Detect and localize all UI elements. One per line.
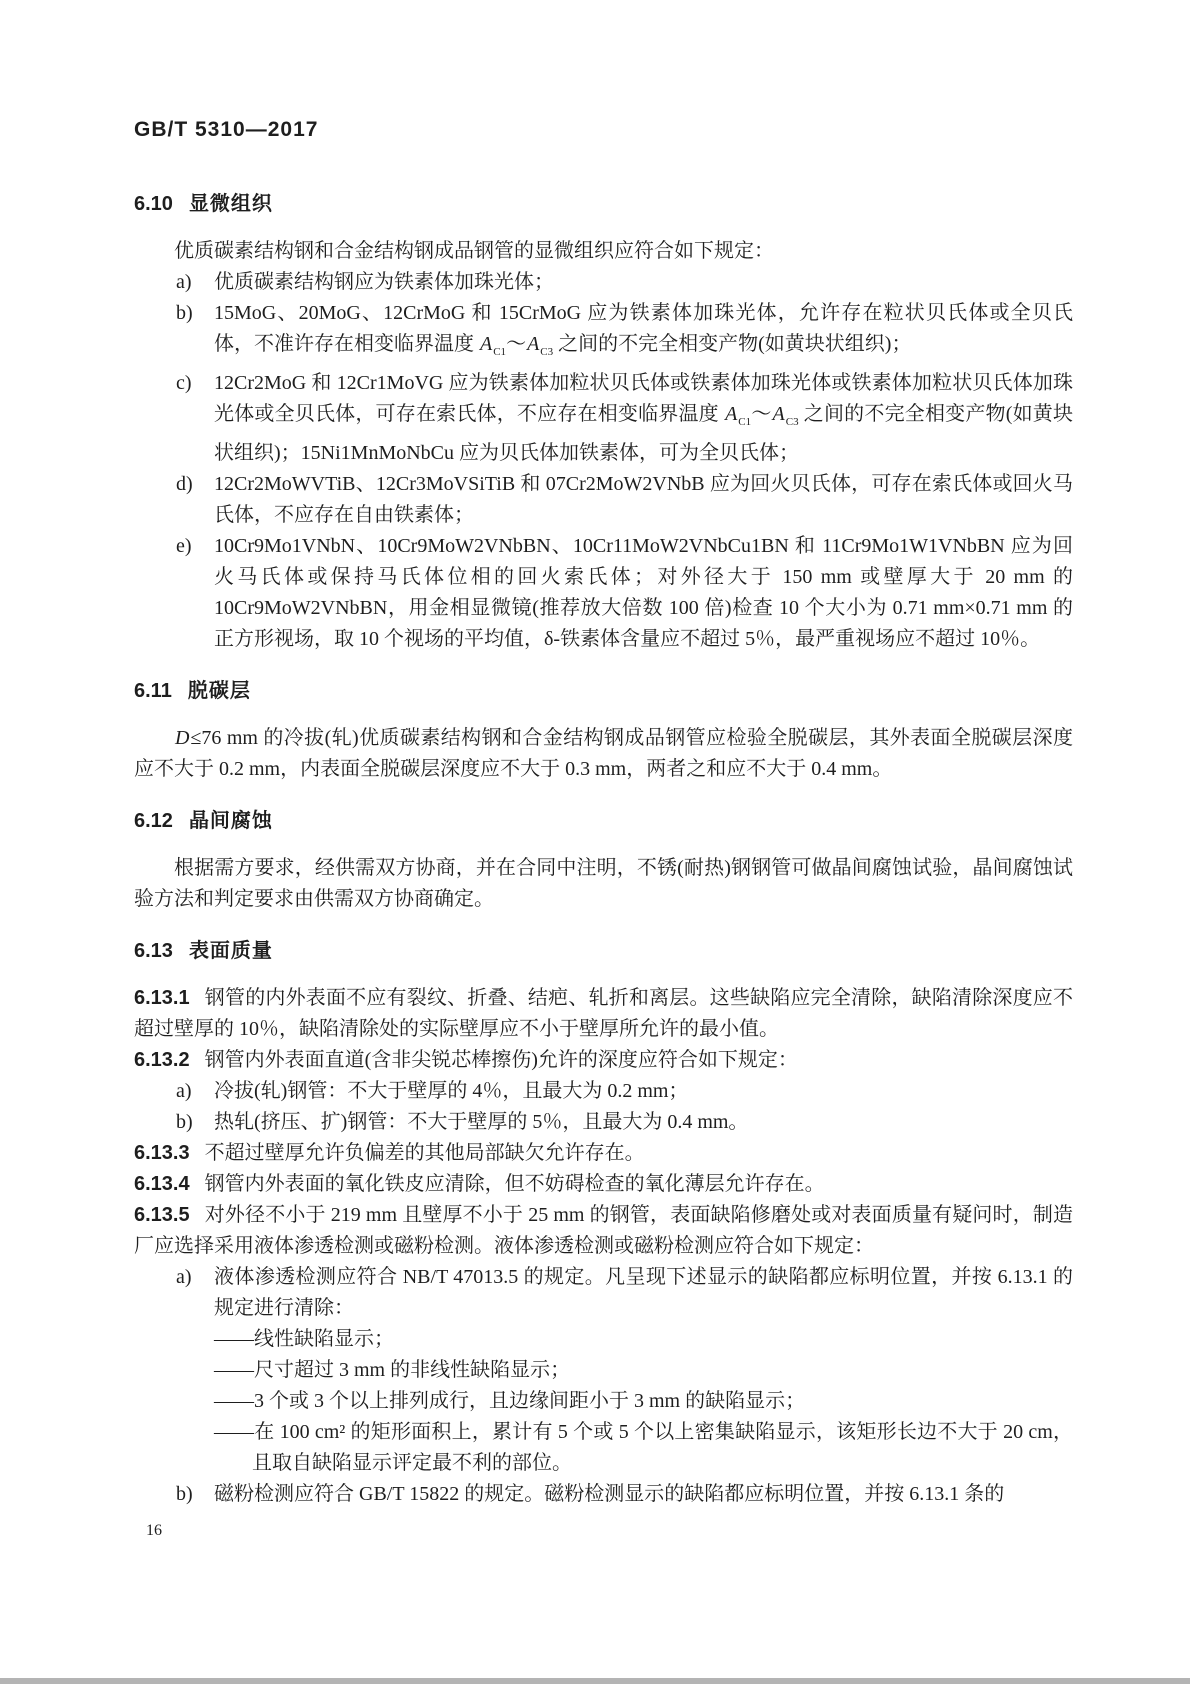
list-item-a bbox=[134, 267, 1073, 298]
section-6-11 bbox=[134, 677, 1073, 785]
section-6-11-heading bbox=[134, 677, 1073, 705]
section-6-12 bbox=[134, 807, 1073, 915]
text-segment: ≤76 mm 的冷拔(轧)优质碳素结构钢和合金结构钢成品钢管应检验全脱碳层，其外表面全脱碳层深度应不大于 0.2 mm，内表面全脱碳层深度应不大于 0.3 mm，两者之和应不大于 0.4 mm。 bbox=[134, 727, 1073, 780]
section-6-13 bbox=[134, 937, 1073, 1510]
item-text: 磁粉检测应符合 GB/T 15822 的规定。磁粉检测显示的缺陷都应标明位置，并按 6.13.1 条的 bbox=[214, 1483, 1005, 1505]
section-title: 表面质量 bbox=[188, 940, 273, 962]
list-item-e bbox=[134, 531, 1073, 655]
section-number: 6.11 bbox=[134, 680, 172, 702]
symbol-D: D bbox=[175, 727, 190, 749]
item-text: 优质碳素结构钢应为铁素体加珠光体； bbox=[214, 271, 554, 293]
text-segment: 之间的不完全相变产物(如黄块状组织)；15Ni1MnMoNbCu 应为贝氏体加铁素体，可为全贝氏体； bbox=[214, 403, 1073, 464]
clause-text: 钢管内外表面的氧化铁皮应清除，但不妨碍检查的氧化薄层允许存在。 bbox=[204, 1173, 825, 1195]
tilde: ～ bbox=[506, 333, 527, 355]
paragraph bbox=[134, 723, 1073, 785]
dash-item: ——尺寸超过 3 mm 的非线性缺陷显示； bbox=[214, 1359, 571, 1381]
item-text bbox=[214, 302, 1073, 358]
tilde: ～ bbox=[751, 403, 772, 425]
section-6-12-heading bbox=[134, 807, 1073, 835]
dash-item: ——在 100 cm² 的矩形面积上，累计有 5 个或 5 个以上密集缺陷显示，该矩形长边不大于 20 cm，且取自缺陷显示评定最不利的部位。 bbox=[214, 1421, 1073, 1474]
text-segment: 15MoG、20MoG、12CrMoG 和 15CrMoG 应为铁素体加珠光体，允许存在粒状贝氏体或全贝氏体，不准许存在相变临界温度 bbox=[214, 302, 1073, 355]
list-item-c bbox=[134, 368, 1073, 469]
section-title: 脱碳层 bbox=[187, 680, 251, 702]
item-text: 液体渗透检测应符合 NB/T 47013.5 的规定。凡呈现下述显示的缺陷都应标明位置，并按 6.13.1 的规定进行清除： bbox=[214, 1266, 1073, 1319]
section-title: 显微组织 bbox=[188, 193, 273, 215]
list-item-a bbox=[134, 1262, 1073, 1479]
item-label: a) bbox=[176, 271, 192, 293]
item-label: e) bbox=[176, 535, 192, 557]
list-item-b bbox=[134, 298, 1073, 368]
clause-6-13-4 bbox=[134, 1169, 1073, 1200]
item-label: a) bbox=[176, 1266, 192, 1288]
clause-text: 对外径不小于 219 mm 且壁厚不小于 25 mm 的钢管，表面缺陷修磨处或对表面质量有疑问时，制造厂应选择采用液体渗透检测或磁粉检测。液体渗透检测或磁粉检测应符合如下规定： bbox=[134, 1204, 1073, 1257]
section-number: 6.13 bbox=[134, 940, 173, 962]
paragraph: 根据需方要求，经供需双方协商，并在合同中注明，不锈(耐热)钢钢管可做晶间腐蚀试验，晶间腐蚀试验方法和判定要求由供需双方协商确定。 bbox=[134, 857, 1073, 910]
clause-number: 6.13.5 bbox=[134, 1204, 190, 1226]
page-content bbox=[134, 0, 1073, 1546]
clause-6-13-1 bbox=[134, 983, 1073, 1045]
section-6-10 bbox=[134, 190, 1073, 655]
section-number: 6.12 bbox=[134, 810, 173, 832]
clause-text: 钢管内外表面直道(含非尖锐芯棒擦伤)允许的深度应符合如下规定： bbox=[204, 1049, 798, 1071]
list-6-13-5 bbox=[134, 1262, 1073, 1510]
subscript-C3: C3 bbox=[540, 346, 554, 358]
page-number: 16 bbox=[146, 1522, 162, 1539]
clause-number: 6.13.2 bbox=[134, 1049, 190, 1071]
symbol-A: A bbox=[725, 403, 738, 425]
symbol-A: A bbox=[772, 403, 785, 425]
symbol-A: A bbox=[480, 333, 493, 355]
symbol-A: A bbox=[527, 333, 540, 355]
clause-6-13-3 bbox=[134, 1138, 1073, 1169]
text-segment: 之间的不完全相变产物(如黄块状组织)； bbox=[553, 333, 912, 355]
section-6-13-heading bbox=[134, 937, 1073, 965]
list-item-b bbox=[134, 1107, 1073, 1138]
item-label: a) bbox=[176, 1080, 192, 1102]
scan-edge-bar bbox=[0, 1678, 1190, 1684]
subscript-C1: C1 bbox=[738, 416, 752, 428]
clause-number: 6.13.4 bbox=[134, 1173, 190, 1195]
doc-code-header: GB/T 5310—2017 bbox=[134, 118, 319, 141]
item-label: b) bbox=[176, 302, 193, 324]
item-label: b) bbox=[176, 1483, 193, 1505]
clause-number: 6.13.3 bbox=[134, 1142, 190, 1164]
clause-text: 钢管的内外表面不应有裂纹、折叠、结疤、轧折和离层。这些缺陷应完全清除，缺陷清除深度应不超过壁厚的 10％，缺陷清除处的实际壁厚应不小于壁厚所允许的最小值。 bbox=[134, 987, 1073, 1040]
text-segment: 12Cr2MoG 和 12Cr1MoVG 应为铁素体加粒状贝氏体或铁素体加珠光体或铁素体加粒状贝氏体加珠光体或全贝氏体，可存在索氏体，不应存在相变临界温度 bbox=[214, 372, 1073, 425]
dash-item: ——3 个或 3 个以上排列成行，且边缘间距小于 3 mm 的缺陷显示； bbox=[214, 1390, 806, 1412]
item-label: b) bbox=[176, 1111, 193, 1133]
section-number: 6.10 bbox=[134, 193, 173, 215]
clause-6-13-5 bbox=[134, 1200, 1073, 1262]
list-item-a bbox=[134, 1076, 1073, 1107]
item-text: 10Cr9Mo1VNbN、10Cr9MoW2VNbBN、10Cr11MoW2VNbCu1BN 和 11Cr9Mo1W1VNbBN 应为回火马氏体或保持马氏体位相的回火索氏体；对外径大于 150 mm 或壁厚大于 20 mm 的 10Cr9MoW2VNbBN，用金相显微镜(推荐放大倍数 100 倍)检查 10 个大小为 0.71 mm×0.71 mm 的正方形视场，取 10 个视场的平均值，δ-铁素体含量应不超过 5％，最严重视场应不超过 10％。 bbox=[214, 535, 1073, 650]
list-item-b bbox=[134, 1479, 1073, 1510]
item-text: 热轧(挤压、扩)钢管：不大于壁厚的 5％，且最大为 0.4 mm。 bbox=[214, 1111, 749, 1133]
subscript-C1: C1 bbox=[493, 346, 507, 358]
list-6-13-2 bbox=[134, 1076, 1073, 1138]
intro-paragraph: 优质碳素结构钢和合金结构钢成品钢管的显微组织应符合如下规定： bbox=[174, 240, 774, 262]
item-label: d) bbox=[176, 473, 193, 495]
item-text: 冷拔(轧)钢管：不大于壁厚的 4％，且最大为 0.2 mm； bbox=[214, 1080, 689, 1102]
item-text: 12Cr2MoWVTiB、12Cr3MoVSiTiB 和 07Cr2MoW2VNbB 应为回火贝氏体，可存在索氏体或回火马氏体，不应存在自由铁素体； bbox=[214, 473, 1073, 526]
subscript-C3: C3 bbox=[785, 416, 799, 428]
dash-item: ——线性缺陷显示； bbox=[214, 1328, 394, 1350]
list-item-d bbox=[134, 469, 1073, 531]
section-6-10-heading bbox=[134, 190, 1073, 218]
list-6-10 bbox=[134, 267, 1073, 655]
clause-6-13-2 bbox=[134, 1045, 1073, 1076]
item-text bbox=[214, 372, 1073, 464]
section-title: 晶间腐蚀 bbox=[188, 810, 273, 832]
item-label: c) bbox=[176, 372, 192, 394]
clause-number: 6.13.1 bbox=[134, 987, 190, 1009]
clause-text: 不超过壁厚允许负偏差的其他局部缺欠允许存在。 bbox=[204, 1142, 645, 1164]
